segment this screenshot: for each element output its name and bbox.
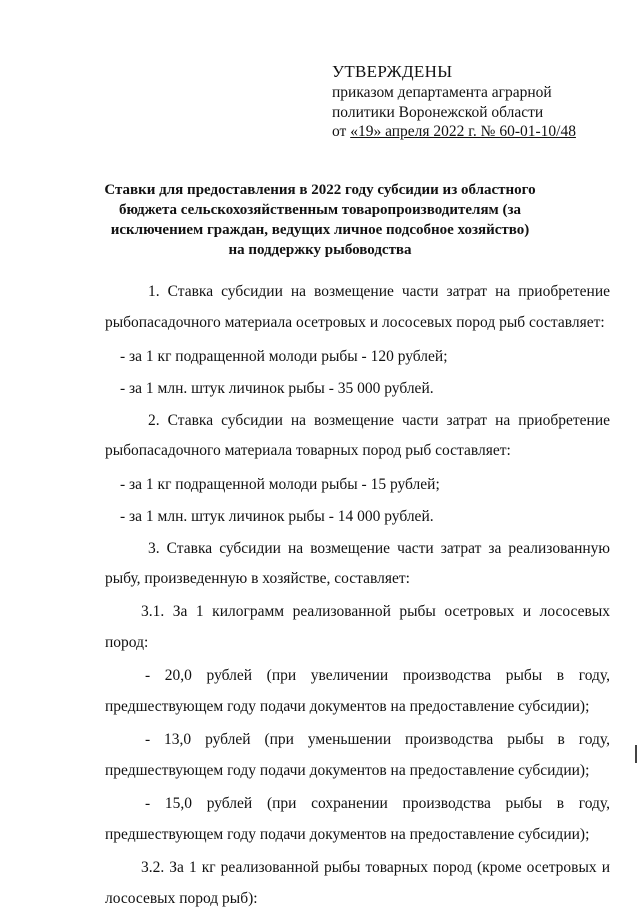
p32-line-1: 3.2. За 1 кг реализованной рыбы товарных пород (кроме осетровых и [141, 859, 610, 876]
p2-dash-1: - за 1 кг подращенной молоди рыбы - 15 рублей; [120, 476, 440, 493]
rate-1-line-2: предшествующем году подачи документов на предоставление субсидии); [105, 698, 590, 715]
p2-dash-2: - за 1 млн. штук личинок рыбы - 14 000 рублей. [120, 508, 434, 525]
paragraph-2 [105, 409, 610, 463]
p2-line-2: рыбопасадочного материала товарных пород рыб составляет: [105, 442, 511, 459]
rate-1-line-1: - 20,0 рублей (при увеличении производства рыбы в году, [145, 667, 610, 684]
title-line-4: на поддержку рыбоводства [228, 242, 412, 258]
p1-line-1: 1. Ставка субсидии на возмещение части затрат на приобретение [148, 283, 610, 300]
p2-item-1 [105, 473, 610, 497]
rate-3-line-2: предшествующем году подачи документов на предоставление субсидии); [105, 826, 590, 843]
p32-line-2: лососевых пород рыб): [105, 890, 258, 907]
paragraph-3 [105, 537, 610, 591]
rate-2-line-1: - 13,0 рублей (при уменьшении производства рыбы в году, [145, 731, 610, 748]
rate-item-2 [105, 728, 610, 783]
p3-line-2: рыбу, произведенную в хозяйстве, составляет: [105, 570, 410, 587]
rate-item-3 [105, 792, 610, 847]
approval-prefix: от [332, 123, 351, 140]
title-line-1: Ставки для предоставления в 2022 году субсидии из областного [104, 182, 536, 198]
p2-line-1: 2. Ставка субсидии на возмещение части затрат на приобретение [148, 412, 610, 429]
scan-edge-mark [635, 745, 637, 763]
p3-line-1: 3. Ставка субсидии на возмещение части затрат за реализованную [148, 540, 610, 557]
p1-line-2: рыбопасадочного материала осетровых и лососевых пород рыб составляет: [105, 314, 605, 331]
p1-dash-1: - за 1 кг подращенной молоди рыбы - 120 рублей; [120, 348, 448, 365]
paragraph-3-2 [105, 856, 610, 911]
approval-heading: УТВЕРЖДЕНЫ [332, 62, 453, 81]
approval-stamp [332, 61, 576, 142]
approval-line-1: приказом департамента аграрной [332, 84, 552, 101]
approval-line-2: политики Воронежской области [332, 103, 544, 121]
rate-3-line-1: - 15,0 рублей (при сохранении производства рыбы в году, [145, 795, 610, 812]
document-body [105, 280, 610, 911]
document-title [100, 180, 540, 260]
paragraph-1 [105, 280, 610, 335]
title-line-3: исключением граждан, ведущих личное подсобное хозяйство) [110, 222, 530, 238]
p1-item-2 [105, 377, 610, 401]
paragraph-3-1 [105, 600, 610, 655]
rate-2-line-2: предшествующем году подачи документов на предоставление субсидии); [105, 762, 590, 779]
p31-line-1: 3.1. За 1 килограмм реализованной рыбы осетровых и лососевых [141, 603, 610, 620]
p1-dash-2: - за 1 млн. штук личинок рыбы - 35 000 рублей. [120, 380, 434, 397]
rate-item-1 [105, 664, 610, 719]
approval-order-number: «19» апреля 2022 г. № 60-01-10/48 [350, 123, 576, 140]
p1-item-1 [105, 345, 610, 369]
approval-order-line [332, 122, 576, 142]
p31-line-2: пород: [105, 634, 149, 651]
p2-item-2 [105, 505, 610, 529]
title-line-2: бюджета сельскохозяйственным товаропроизводителям (за [118, 202, 522, 218]
